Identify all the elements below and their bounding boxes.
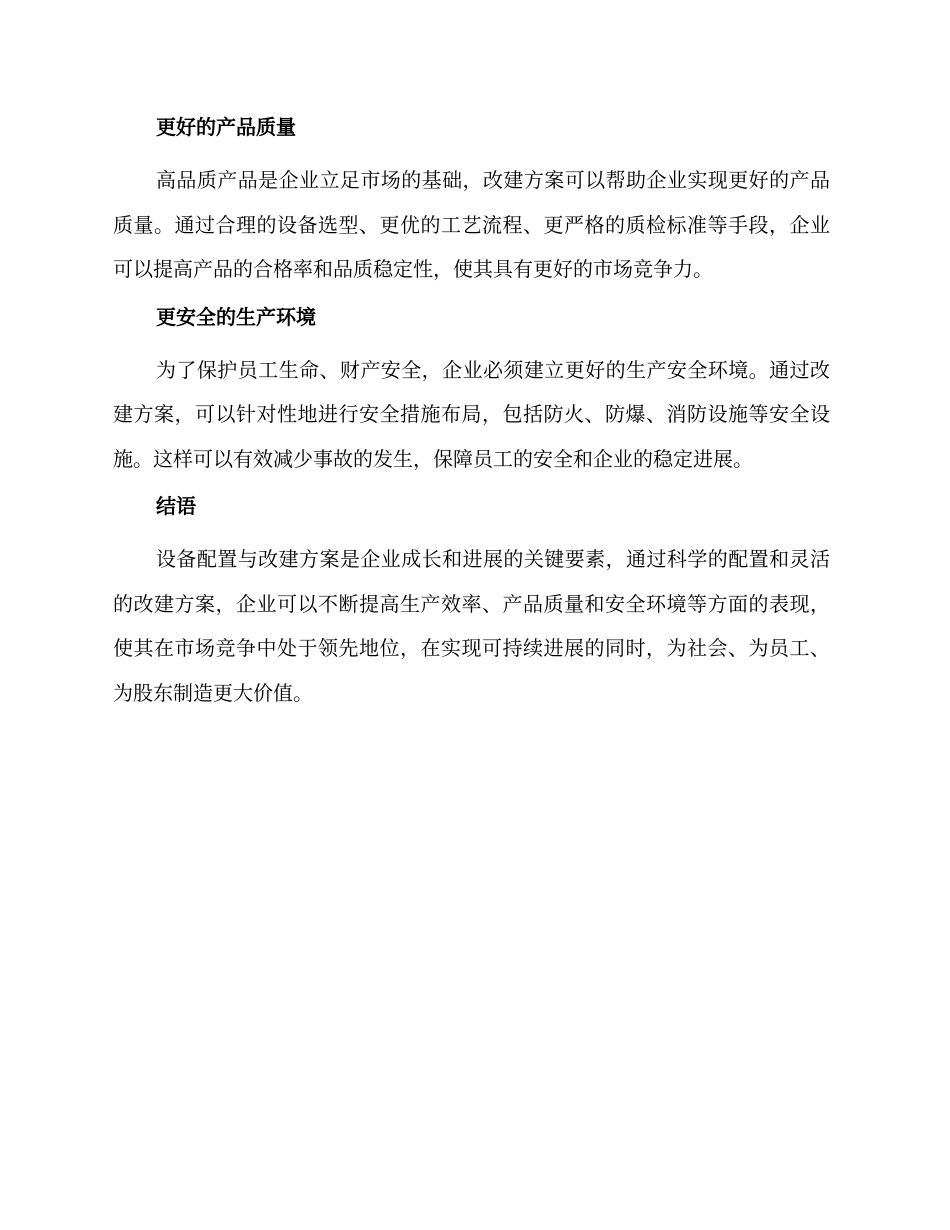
paragraph-safe-environment: 为了保护员工生命、财产安全，企业必须建立更好的生产安全环境。通过改建方案，可以针对性地进行安全措施布局，包括防火、防爆、消防设施等安全设施。这样可以有效减少事故的发生，保障员工的安全和企业的稳定进展。 <box>113 357 830 471</box>
section-heading-product-quality: 更好的产品质量 <box>156 115 296 139</box>
paragraph-product-quality: 高品质产品是企业立足市场的基础，改建方案可以帮助企业实现更好的产品质量。通过合理的设备选型、更优的工艺流程、更严格的质检标准等手段，企业可以提高产品的合格率和品质稳定性，使其具有更好的市场竞争力。 <box>113 168 830 281</box>
section-heading-conclusion: 结语 <box>156 494 196 518</box>
paragraph-conclusion: 设备配置与改建方案是企业成长和进展的关键要素，通过科学的配置和灵活的改建方案，企业可以不断提高生产效率、产品质量和安全环境等方面的表现，使其在市场竞争中处于领先地位，在实现可持续进展的同时，为社会、为员工、为股东制造更大价值。 <box>113 547 830 705</box>
section-heading-safe-environment: 更安全的生产环境 <box>156 304 316 329</box>
document-body <box>113 112 830 715</box>
